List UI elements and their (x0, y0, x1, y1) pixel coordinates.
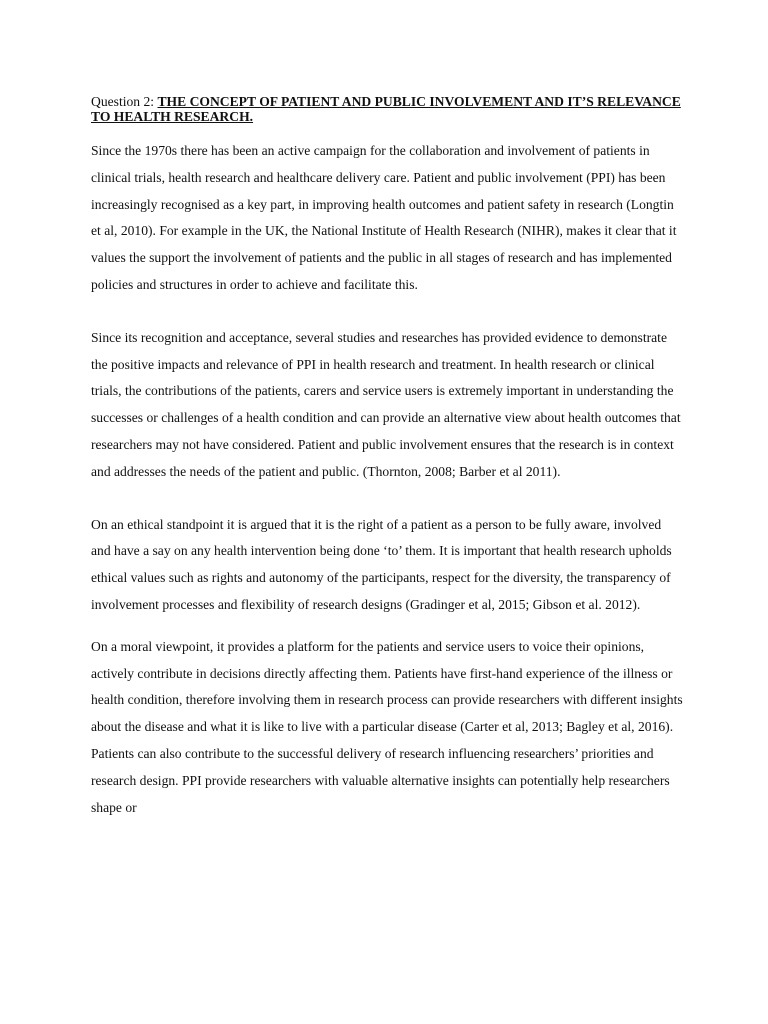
paragraph-2: Since its recognition and acceptance, several studies and researches has provided evidence to demonstrate the positive impacts and relevance of PPI in health research and treatment. In health research or clinical trials, the contributions of the patients, carers and service users is extremely important in understanding the successes or challenges of a health condition and can provide an alternative view about health outcomes that researchers may not have considered. Patient and public involvement ensures that the research is in context and addresses the needs of the patient and public. (Thornton, 2008; Barber et al 2011). (91, 329, 681, 479)
question-heading (91, 94, 683, 124)
paragraph-4: On a moral viewpoint, it provides a platform for the patients and service users to voice their opinions, actively contribute in decisions directly affecting them. Patients have first-hand experience of the illness or health condition, therefore involving them in research process can provide researchers with different insights about the disease and what it is like to live with a particular disease (Carter et al, 2013; Bagley et al, 2016). Patients can also contribute to the successful delivery of research influencing researchers’ priorities and research design. PPI provide researchers with valuable alternative insights can potentially help researchers shape or (91, 638, 683, 815)
document-page (91, 94, 683, 821)
heading-title: THE CONCEPT OF PATIENT AND PUBLIC INVOLVEMENT AND IT’S RELEVANCE TO HEALTH RESEARCH. (91, 94, 681, 124)
paragraph-3: On an ethical standpoint it is argued that it is the right of a patient as a person to be fully aware, involved and have a say on any health intervention being done ‘to’ them. It is important that health research upholds ethical values such as rights and autonomy of the participants, respect for the diversity, the transparency of involvement processes and flexibility of research designs (Gradinger et al, 2015; Gibson et al. 2012). (91, 516, 672, 612)
heading-prefix: Question 2: (91, 94, 158, 109)
paragraph-1: Since the 1970s there has been an active campaign for the collaboration and involvement of patients in clinical trials, health research and healthcare delivery care. Patient and public involvement (PPI) has been increasingly recognised as a key part, in improving health outcomes and patient safety in research (Longtin et al, 2010). For example in the UK, the National Institute of Health Research (NIHR), makes it clear that it values the support the involvement of patients and the public in all stages of research and has implemented policies and structures in order to achieve and facilitate this. (91, 143, 677, 292)
